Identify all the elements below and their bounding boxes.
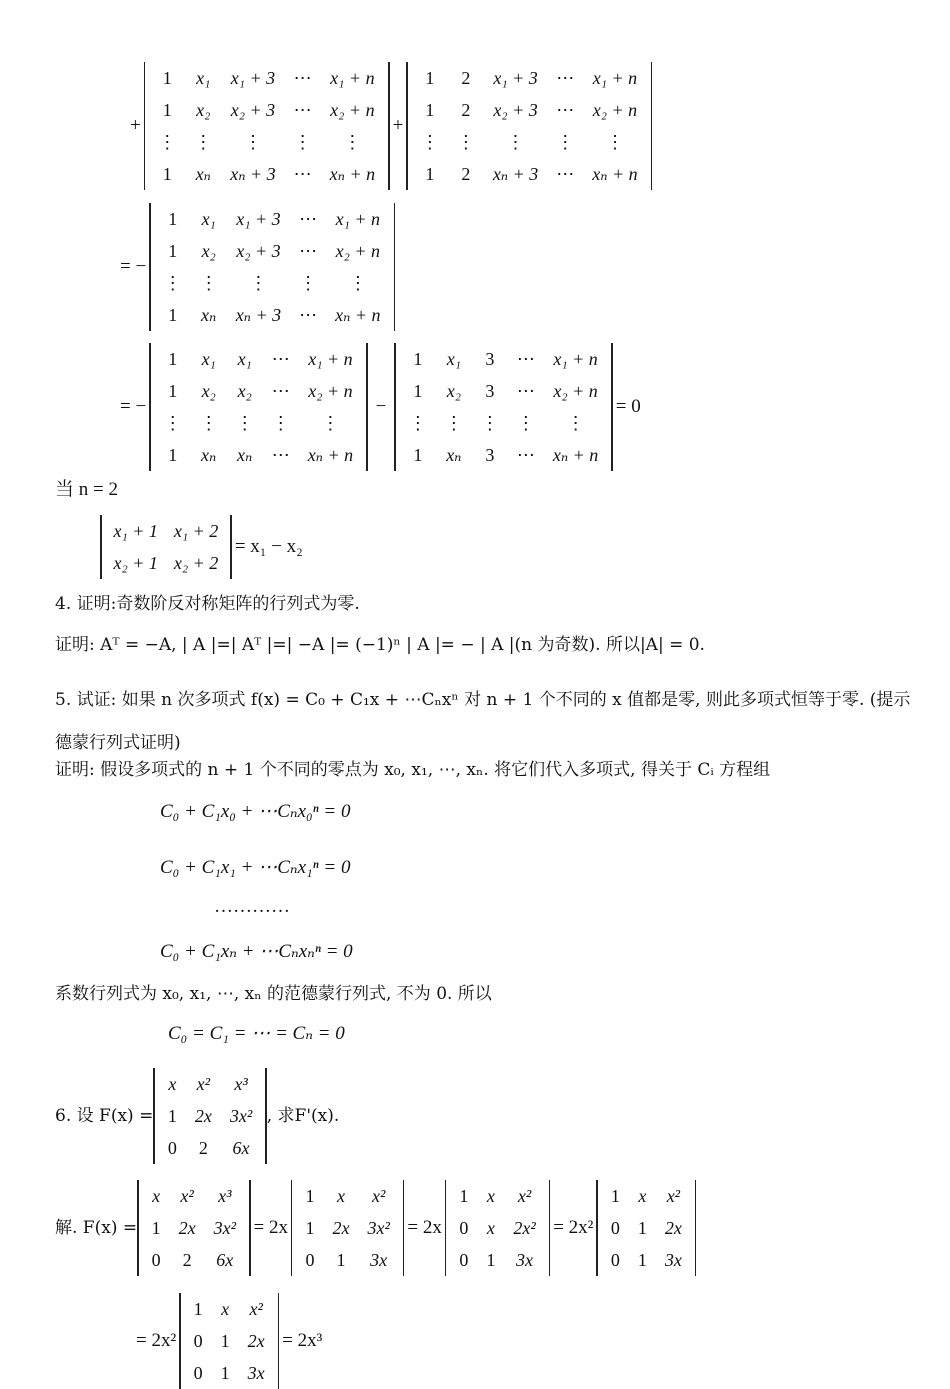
determinant-cell: ⋮	[516, 412, 535, 433]
determinant-bar	[149, 203, 151, 331]
determinant-cell: xₙ + 3	[492, 163, 539, 184]
determinant-cell: x	[336, 1185, 345, 1206]
determinant-cell: ⋮	[158, 131, 177, 152]
determinant-cell: 1	[162, 67, 172, 88]
determinant	[100, 515, 232, 579]
determinant-cell: 3	[485, 348, 495, 369]
determinant-cell: x²	[517, 1185, 532, 1206]
determinant-grid	[185, 1293, 274, 1389]
plus-sign: +	[392, 115, 404, 136]
determinant-row	[149, 158, 384, 190]
determinant-bar	[394, 343, 396, 471]
determinant-row	[296, 1244, 398, 1276]
determinant-cell: 2x	[332, 1217, 350, 1238]
equals-minus: = −	[120, 256, 147, 277]
determinant-grid	[296, 1180, 398, 1276]
determinant-cell: xₙ	[201, 304, 217, 325]
determinant-cell: 0	[193, 1362, 203, 1383]
equals-term: = 2x	[407, 1217, 442, 1238]
determinant-cell: 0	[167, 1137, 177, 1158]
determinant-grid	[602, 1180, 691, 1276]
determinant-cell: ⋮	[456, 131, 475, 152]
determinant-cell: x	[221, 1298, 230, 1319]
plus-sign: +	[130, 115, 141, 136]
problem-4-proof: 证明: Aᵀ = −A, | A |=| Aᵀ |=| −A |= (−1)ⁿ | A |= − | A |(n 为奇数). 所以|A| = 0.	[55, 635, 705, 655]
determinant-row	[149, 94, 384, 126]
determinant-row	[412, 62, 647, 94]
determinant	[445, 1180, 550, 1276]
minus-sign: −	[375, 396, 387, 417]
determinant-row	[149, 62, 384, 94]
determinant-row	[296, 1180, 398, 1212]
determinant-row	[159, 1100, 261, 1132]
equals-term: = 2x²	[136, 1330, 177, 1351]
determinant-cell: 1	[425, 163, 435, 184]
determinant-cell: 2x²	[513, 1217, 536, 1238]
determinant-grid	[159, 1068, 261, 1164]
determinant-cell: ⋯	[299, 208, 318, 229]
determinant-row	[185, 1357, 274, 1389]
determinant-row	[143, 1244, 245, 1276]
determinant-cell: xₙ + n	[592, 163, 638, 184]
determinant-cell: 1	[168, 208, 178, 229]
problem-5-statement: 5. 试证: 如果 n 次多项式 f(x) = C₀ + C₁x + ⋯Cₙxⁿ 对 n + 1 个不同的 x 值都是零, 则此多项式恒等于零. (提示	[55, 690, 911, 710]
determinant-cell: ⋮	[243, 131, 262, 152]
determinant-cell: x₁	[237, 348, 252, 369]
determinant-cell: ⋮	[348, 272, 367, 293]
determinant-row	[143, 1212, 245, 1244]
problem-5-result: C₀ = C₁ = ⋯ = Cₙ = 0	[168, 1023, 345, 1044]
determinant-cell: ⋮	[271, 412, 290, 433]
determinant-cell: 1	[637, 1249, 647, 1270]
determinant-cell: 2x	[194, 1105, 212, 1126]
det-line-3	[117, 343, 644, 471]
determinant-cell: 0	[305, 1249, 315, 1270]
determinant-cell: ⋮	[321, 412, 340, 433]
determinant-cell: 0	[610, 1249, 620, 1270]
determinant-row	[602, 1212, 691, 1244]
determinant-cell: 2	[461, 99, 471, 120]
determinant-cell: 2	[461, 67, 471, 88]
problem-5-conclusion: 系数行列式为 x₀, x₁, ⋯, xₙ 的范德蒙行列式, 不为 0. 所以	[55, 984, 492, 1004]
determinant-cell: 1	[162, 163, 172, 184]
determinant-row	[155, 203, 390, 235]
determinant-row	[296, 1212, 398, 1244]
determinant	[179, 1293, 279, 1389]
determinant-row	[602, 1244, 691, 1276]
determinant-cell: x₁ + 1	[113, 520, 158, 541]
determinant-cell: ⋯	[516, 444, 535, 465]
determinant-row	[159, 1068, 261, 1100]
case-label: 当 n = 2	[55, 479, 118, 500]
determinant-cell: x	[152, 1185, 161, 1206]
determinant-bar	[149, 343, 151, 471]
determinant-row	[450, 1212, 544, 1244]
det-sum-line-1	[127, 62, 652, 190]
determinant-cell: ⋮	[235, 412, 254, 433]
determinant-cell: 0	[459, 1217, 469, 1238]
determinant-cell: 1	[425, 67, 435, 88]
determinant-cell: xₙ + n	[552, 444, 599, 465]
case-det-line	[100, 515, 306, 579]
determinant-cell: 1	[193, 1298, 203, 1319]
determinant-cell: 3	[485, 380, 495, 401]
determinant-grid	[106, 515, 227, 579]
problem-4-statement: 4. 证明:奇数阶反对称矩阵的行列式为零.	[55, 594, 360, 614]
determinant-cell: ⋯	[516, 380, 535, 401]
problem-6-solution	[55, 1180, 696, 1276]
determinant-cell: x₂ + n	[330, 99, 375, 120]
determinant-cell: x³	[234, 1073, 248, 1094]
determinant-grid	[450, 1180, 544, 1276]
determinant-row	[185, 1325, 274, 1357]
determinant-cell: 3x²	[367, 1217, 390, 1238]
determinant-cell: x₁ + 3	[236, 208, 281, 229]
determinant-cell: ⋯	[299, 304, 318, 325]
determinant-cell: x²	[196, 1073, 211, 1094]
determinant-cell: x₂	[201, 380, 216, 401]
determinant-cell: x₂ + 3	[230, 99, 276, 120]
determinant-cell: 2	[198, 1137, 208, 1158]
determinant-row	[155, 439, 362, 471]
determinant-cell: ⋯	[271, 348, 290, 369]
determinant-cell: ⋯	[556, 67, 575, 88]
problem-6-final	[133, 1293, 325, 1389]
determinant-cell: 1	[305, 1185, 315, 1206]
determinant-cell: ⋮	[605, 131, 624, 152]
determinant-cell: x₂ + n	[553, 380, 598, 401]
determinant-cell: ⋯	[271, 380, 290, 401]
determinant-cell: 1	[168, 444, 178, 465]
determinant-cell: 0	[151, 1249, 161, 1270]
determinant-cell: x₂	[196, 99, 211, 120]
determinant-cell: 3x	[370, 1249, 388, 1270]
determinant-cell: ⋮	[556, 131, 575, 152]
determinant-cell: ⋯	[293, 67, 312, 88]
determinant-cell: 1	[168, 348, 178, 369]
determinant-cell: 3x	[664, 1249, 682, 1270]
determinant-cell: ⋯	[293, 163, 312, 184]
determinant-cell: 3x	[247, 1362, 265, 1383]
determinant-cell: x²	[180, 1185, 194, 1206]
determinant-cell: 1	[151, 1217, 161, 1238]
determinant-grid	[155, 343, 362, 471]
determinant-cell: ⋯	[516, 348, 535, 369]
determinant-row	[155, 299, 390, 331]
determinant-row	[155, 407, 362, 439]
equation-3: C₀ + C₁xₙ + ⋯Cₙxₙⁿ = 0	[160, 941, 353, 962]
determinant-grid	[155, 203, 390, 331]
determinant-cell: xₙ + n	[335, 304, 381, 325]
determinant-cell: x²	[666, 1185, 681, 1206]
equals-minus: = −	[120, 396, 147, 417]
determinant-cell: 3x²	[213, 1217, 236, 1238]
determinant-cell: x₂	[446, 380, 461, 401]
determinant-cell: x	[638, 1185, 647, 1206]
determinant-row	[412, 94, 647, 126]
determinant	[406, 62, 652, 190]
determinant-grid	[400, 343, 607, 471]
determinant-cell: 6x	[216, 1249, 234, 1270]
determinant-cell: x²	[371, 1185, 386, 1206]
final-result: = 2x³	[282, 1330, 323, 1351]
determinant-bar	[394, 203, 396, 331]
determinant-cell: 3x²	[229, 1105, 253, 1126]
determinant-cell: x₁ + n	[308, 348, 353, 369]
determinant-cell: ⋯	[293, 99, 312, 120]
determinant-bar	[596, 1180, 598, 1276]
determinant-cell: x₁ + 3	[493, 67, 538, 88]
determinant-row	[400, 407, 607, 439]
determinant-cell: 1	[637, 1217, 647, 1238]
determinant-cell: x₂	[201, 240, 216, 261]
determinant-cell: ⋮	[163, 412, 182, 433]
determinant-bar	[144, 62, 146, 190]
determinant-row	[159, 1132, 261, 1164]
determinant-cell: 3x	[516, 1249, 534, 1270]
determinant	[596, 1180, 696, 1276]
determinant-cell: ⋮	[506, 131, 525, 152]
determinant-cell: ⋮	[163, 272, 182, 293]
determinant-row	[143, 1180, 245, 1212]
determinant-cell: 1	[413, 380, 423, 401]
determinant-cell: xₙ + 3	[230, 163, 276, 184]
determinant-cell: x₁ + 3	[230, 67, 276, 88]
determinant-cell: x₂ + 3	[236, 240, 281, 261]
determinant-cell: x₁	[201, 208, 216, 229]
determinant-cell: x₁ + n	[330, 67, 375, 88]
equals-zero: = 0	[615, 396, 641, 417]
determinant	[149, 343, 367, 471]
determinant-cell: x₂ + 3	[493, 99, 538, 120]
determinant-cell: ⋮	[299, 272, 318, 293]
problem-6-prefix: 6. 设 F(x) =	[55, 1106, 154, 1126]
determinant-cell: ⋮	[199, 412, 218, 433]
determinant-cell: 1	[413, 444, 423, 465]
determinant-cell: 6x	[232, 1137, 250, 1158]
determinant-grid	[149, 62, 384, 190]
determinant-cell: 0	[610, 1217, 620, 1238]
determinant-row	[106, 547, 227, 579]
determinant-row	[450, 1180, 544, 1212]
determinant-cell: x₂	[237, 380, 252, 401]
determinant-row	[149, 126, 384, 158]
problem-6-suffix: , 求F'(x).	[266, 1106, 340, 1126]
determinant-cell: 1	[336, 1249, 346, 1270]
determinant-cell: xₙ + n	[307, 444, 354, 465]
determinant-cell: ⋯	[299, 240, 318, 261]
equals-term: = 2x	[253, 1217, 288, 1238]
determinant-cell: 1	[459, 1185, 469, 1206]
determinant-cell: 1	[425, 99, 435, 120]
determinant-cell: x₁	[201, 348, 216, 369]
determinant-cell: xₙ + 3	[235, 304, 282, 325]
determinant-cell: x₁ + 2	[173, 520, 219, 541]
determinant-cell: 0	[193, 1330, 203, 1351]
determinant-cell: ⋮	[408, 412, 427, 433]
determinant-cell: xₙ	[446, 444, 462, 465]
determinant-cell: x	[486, 1185, 495, 1206]
determinant-cell: 2x	[664, 1217, 682, 1238]
determinant-row	[185, 1293, 274, 1325]
determinant-cell: xₙ + n	[329, 163, 376, 184]
problem-6-statement	[55, 1068, 339, 1164]
determinant-row	[450, 1244, 544, 1276]
determinant-cell: ⋯	[556, 99, 575, 120]
determinant-cell: 1	[168, 380, 178, 401]
determinant-cell: xₙ	[201, 444, 217, 465]
determinant-cell: 1	[162, 99, 172, 120]
determinant-cell: 1	[168, 304, 178, 325]
determinant-row	[400, 375, 607, 407]
determinant-cell: x₂ + 1	[113, 552, 158, 573]
determinant-cell: x₁ + n	[553, 348, 598, 369]
determinant-row	[602, 1180, 691, 1212]
determinant-cell: 2x	[178, 1217, 196, 1238]
determinant-row	[106, 515, 227, 547]
determinant-cell: ⋯	[556, 163, 575, 184]
determinant-cell: 1	[305, 1217, 315, 1238]
determinant	[137, 1180, 250, 1276]
determinant-cell: x₂ + n	[592, 99, 638, 120]
determinant-cell: 1	[220, 1362, 230, 1383]
solution-prefix: 解. F(x) =	[55, 1218, 138, 1238]
determinant-cell: 3	[485, 444, 495, 465]
determinant-cell: ⋯	[271, 444, 290, 465]
determinant-cell: ⋮	[343, 131, 362, 152]
determinant-row	[155, 375, 362, 407]
determinant-cell: x³	[218, 1185, 232, 1206]
determinant-cell: ⋮	[480, 412, 499, 433]
determinant-bar	[406, 62, 408, 190]
determinant-cell: ⋮	[293, 131, 312, 152]
determinant-bar	[291, 1180, 293, 1276]
determinant-cell: x₁	[196, 67, 211, 88]
case-result: = x₁ − x₂	[234, 536, 303, 557]
determinant-row	[155, 235, 390, 267]
determinant-cell: 1	[413, 348, 423, 369]
determinant-cell: 1	[220, 1330, 230, 1351]
determinant-cell: xₙ	[195, 163, 211, 184]
determinant	[291, 1180, 404, 1276]
equals-term: = 2x²	[553, 1217, 594, 1238]
determinant-cell: x	[168, 1073, 177, 1094]
determinant-row	[400, 439, 607, 471]
determinant-grid	[143, 1180, 245, 1276]
determinant-bar	[137, 1180, 139, 1276]
determinant-row	[400, 343, 607, 375]
determinant-cell: 1	[610, 1185, 620, 1206]
determinant	[394, 343, 612, 471]
determinant-cell: x₁ + n	[335, 208, 381, 229]
determinant-cell: x₁	[446, 348, 461, 369]
determinant-cell: ⋮	[420, 131, 439, 152]
determinant-cell: 1	[167, 1105, 177, 1126]
determinant-cell: ⋮	[194, 131, 213, 152]
determinant-bar	[445, 1180, 447, 1276]
determinant-cell: 2x	[247, 1330, 265, 1351]
equation-2: C₀ + C₁x₁ + ⋯Cₙx₁ⁿ = 0	[160, 857, 351, 878]
determinant	[149, 203, 395, 331]
problem-5-proof-intro: 证明: 假设多项式的 n + 1 个不同的零点为 x₀, x₁, ⋯, xₙ. 将它们代入多项式, 得关于 Cᵢ 方程组	[55, 760, 771, 780]
determinant-row	[412, 126, 647, 158]
determinant-cell: 1	[486, 1249, 496, 1270]
determinant-grid	[412, 62, 647, 190]
determinant	[144, 62, 390, 190]
determinant-bar	[651, 62, 653, 190]
equation-1: C₀ + C₁x₀ + ⋯Cₙx₀ⁿ = 0	[160, 801, 351, 822]
determinant-cell: 2	[182, 1249, 192, 1270]
determinant-row	[155, 343, 362, 375]
determinant-cell: x₁ + n	[592, 67, 638, 88]
determinant-bar	[100, 515, 102, 579]
det-line-2	[117, 203, 395, 331]
determinant-row	[155, 267, 390, 299]
determinant-cell: x²	[249, 1298, 263, 1319]
determinant-bar	[695, 1180, 697, 1276]
determinant-cell: ⋮	[249, 272, 268, 293]
determinant-cell: x	[486, 1217, 495, 1238]
determinant-cell: x₂ + n	[308, 380, 353, 401]
determinant-cell: x₂ + n	[335, 240, 381, 261]
determinant-bar	[179, 1293, 181, 1389]
determinant-cell: 1	[168, 240, 178, 261]
determinant	[153, 1068, 266, 1164]
determinant-cell: ⋮	[199, 272, 218, 293]
determinant-cell: ⋮	[566, 412, 585, 433]
determinant-cell: 2	[461, 163, 471, 184]
determinant-row	[412, 158, 647, 190]
determinant-cell: xₙ	[237, 444, 253, 465]
determinant-cell: 0	[459, 1249, 469, 1270]
equation-dots: …………	[214, 896, 290, 917]
determinant-bar	[153, 1068, 155, 1164]
determinant-cell: x₂ + 2	[173, 552, 219, 573]
problem-5-statement-cont: 德蒙行列式证明)	[55, 733, 181, 753]
determinant-cell: ⋮	[444, 412, 463, 433]
